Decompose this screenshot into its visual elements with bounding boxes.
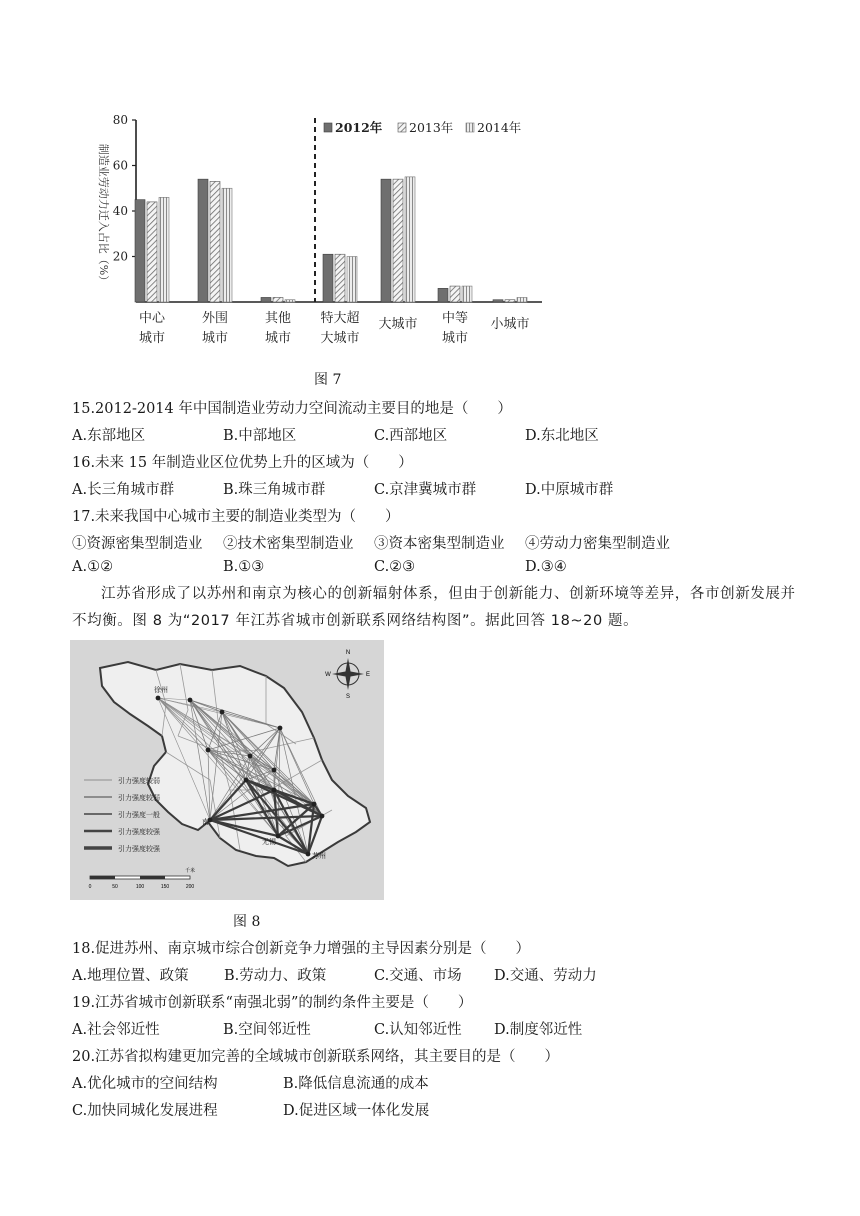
category-label-2-line-1: 外围 xyxy=(201,311,229,326)
q18-option-a[interactable]: A.地理位置、政策 xyxy=(72,968,189,984)
y-tick-label: 40 xyxy=(112,204,128,218)
q18-option-c[interactable]: C.交通、市场 xyxy=(374,968,462,984)
bar-6-series-3 xyxy=(462,286,472,302)
q15-option-c[interactable]: C.西部地区 xyxy=(374,428,448,444)
city-node-j xyxy=(320,814,325,819)
legend-text-5: 引力强度较强 xyxy=(118,845,160,853)
figure-7-bar-chart xyxy=(70,100,570,362)
question-16-stem: 16.未来 15 年制造业区位优势上升的区域为（ ） xyxy=(72,455,413,471)
city-node-a xyxy=(188,698,193,703)
y-tick-label: 80 xyxy=(112,113,128,127)
question-18-stem: 18.促进苏州、南京城市综合创新竞争力增强的主导因素分别是（ ） xyxy=(72,941,531,957)
scale-tick-100: 100 xyxy=(135,884,145,890)
q17-item-2: ②技术密集型制造业 xyxy=(223,536,354,552)
category-label-3-line-1: 其他 xyxy=(264,311,292,326)
legend-text-2: 引力强度较弱 xyxy=(118,794,160,802)
category-label-1-line-2: 城市 xyxy=(138,331,166,346)
city-label-wuxi: 无锡 xyxy=(262,838,276,846)
bar-6-series-2 xyxy=(450,286,460,302)
question-19-stem: 19.江苏省城市创新联系“南强北弱”的制约条件主要是（ ） xyxy=(72,995,473,1011)
city-node-b xyxy=(220,710,225,715)
legend-swatch-3 xyxy=(466,123,474,132)
bar-4-series-3 xyxy=(347,257,357,303)
legend-swatch-1 xyxy=(324,123,332,132)
legend-text-1: 引力强度较弱 xyxy=(118,777,160,785)
city-node-c xyxy=(206,748,211,753)
city-node-xuzhou xyxy=(156,696,161,701)
scale-tick-150: 150 xyxy=(160,884,170,890)
bar-2-series-1 xyxy=(198,179,208,302)
compass-e: E xyxy=(365,672,371,678)
bar-3-series-2 xyxy=(273,297,283,302)
y-tick-label: 60 xyxy=(112,158,128,173)
bar-2-series-2 xyxy=(210,181,220,302)
compass-s: S xyxy=(345,694,351,700)
scale-unit: 千米 xyxy=(184,868,196,874)
city-label-nanjing: 南 xyxy=(202,818,209,826)
legend-label-2: 2013年 xyxy=(409,120,454,135)
compass-n: N xyxy=(345,650,351,656)
category-label-6-line-2: 城市 xyxy=(441,331,469,346)
q20-option-c[interactable]: C.加快同城化发展进程 xyxy=(72,1103,218,1119)
bar-4-series-2 xyxy=(335,254,345,302)
city-label-suzhou: 苏州 xyxy=(312,852,326,860)
legend-label-1: 2012年 xyxy=(335,120,383,135)
bar-7-series-1 xyxy=(493,300,503,302)
legend-text-3: 引力强度一般 xyxy=(118,811,160,819)
q17-item-1: ①资源密集型制造业 xyxy=(72,536,203,552)
bar-1-series-3 xyxy=(159,197,169,302)
q16-option-a[interactable]: A.长三角城市群 xyxy=(72,482,175,498)
category-label-6-line-1: 中等 xyxy=(441,311,469,326)
q20-option-a[interactable]: A.优化城市的空间结构 xyxy=(72,1076,218,1092)
passage-text: 江苏省形成了以苏州和南京为核心的创新辐射体系，但由于创新能力、创新环境等差异，各市创新发展并不均衡。图 8 为“2017 年江苏省城市创新联系网络结构图”。据此回答 18~20 题。 xyxy=(72,586,796,629)
q17-option-b[interactable]: B.①③ xyxy=(223,559,265,575)
bar-2-series-3 xyxy=(222,188,232,302)
figure-8-caption: 图 8 xyxy=(233,914,261,930)
q15-option-a[interactable]: A.东部地区 xyxy=(72,428,146,444)
category-label-7-line-1: 小城市 xyxy=(490,317,530,332)
scale-tick-0: 0 xyxy=(88,884,92,890)
q18-option-d[interactable]: D.交通、劳动力 xyxy=(494,968,597,984)
legend-swatch-2 xyxy=(398,123,406,132)
bar-5-series-3 xyxy=(405,177,415,302)
city-node-e xyxy=(278,726,283,731)
bar-3-series-3 xyxy=(285,300,295,302)
q15-option-b[interactable]: B.中部地区 xyxy=(223,428,297,444)
category-label-4-line-1: 特大超 xyxy=(320,311,360,326)
bar-7-series-3 xyxy=(517,297,527,302)
city-node-suzhou xyxy=(306,852,311,857)
y-axis-label: 制造业劳动力迁入占比（%） xyxy=(97,143,110,287)
city-node-d xyxy=(248,754,253,759)
q20-option-b[interactable]: B.降低信息流通的成本 xyxy=(283,1076,429,1092)
bar-1-series-1 xyxy=(135,200,145,302)
city-node-g xyxy=(244,778,249,783)
legend-label-3: 2014年 xyxy=(477,120,522,135)
bar-3-series-1 xyxy=(261,297,271,302)
question-17-stem: 17.未来我国中心城市主要的制造业类型为（ ） xyxy=(72,509,400,525)
compass-w: W xyxy=(325,672,331,678)
q16-option-b[interactable]: B.珠三角城市群 xyxy=(223,482,326,498)
city-node-wuxi xyxy=(276,834,281,839)
bar-6-series-1 xyxy=(438,288,448,302)
q19-option-a[interactable]: A.社会邻近性 xyxy=(72,1022,160,1038)
q20-option-d[interactable]: D.促进区域一体化发展 xyxy=(283,1103,430,1119)
q16-option-d[interactable]: D.中原城市群 xyxy=(525,482,614,498)
bar-4-series-1 xyxy=(323,254,333,302)
category-label-3-line-2: 城市 xyxy=(264,331,292,346)
category-label-4-line-2: 大城市 xyxy=(320,331,360,346)
category-label-1-line-1: 中心 xyxy=(138,311,166,326)
legend-text-4: 引力强度较强 xyxy=(118,828,160,836)
category-label-2-line-2: 城市 xyxy=(201,331,229,346)
y-tick-label: 20 xyxy=(112,249,128,264)
question-20-stem: 20.江苏省拟构建更加完善的全域城市创新联系网络，其主要目的是（ ） xyxy=(72,1049,560,1065)
city-node-i xyxy=(312,802,317,807)
figure-7-caption: 图 7 xyxy=(314,372,342,388)
q18-option-b[interactable]: B.劳动力、政策 xyxy=(224,968,327,984)
q17-item-4: ④劳动力密集型制造业 xyxy=(525,536,670,552)
q15-option-d[interactable]: D.东北地区 xyxy=(525,428,599,444)
city-label-xuzhou: 徐州 xyxy=(154,686,168,694)
q16-option-c[interactable]: C.京津冀城市群 xyxy=(374,482,477,498)
q19-option-b[interactable]: B.空间邻近性 xyxy=(223,1022,311,1038)
bar-5-series-2 xyxy=(393,179,403,302)
q19-option-c[interactable]: C.认知邻近性 xyxy=(374,1022,462,1038)
q17-item-3: ③资本密集型制造业 xyxy=(374,536,505,552)
category-label-5-line-1: 大城市 xyxy=(378,317,418,332)
city-node-h xyxy=(272,788,277,793)
q17-option-c[interactable]: C.②③ xyxy=(374,559,416,575)
question-15-stem: 15.2012-2014 年中国制造业劳动力空间流动主要目的地是（ ） xyxy=(72,401,512,417)
city-node-f xyxy=(272,768,277,773)
bar-7-series-2 xyxy=(505,300,515,302)
q17-option-a[interactable]: A.①② xyxy=(72,559,114,575)
scale-tick-200: 200 xyxy=(185,884,195,890)
bar-5-series-1 xyxy=(381,179,391,302)
bar-1-series-2 xyxy=(147,202,157,302)
q17-option-d[interactable]: D.③④ xyxy=(525,559,567,575)
scale-tick-50: 50 xyxy=(112,884,118,890)
figure-8-jiangsu-network-map xyxy=(70,640,384,900)
q19-option-d[interactable]: D.制度邻近性 xyxy=(494,1022,583,1038)
